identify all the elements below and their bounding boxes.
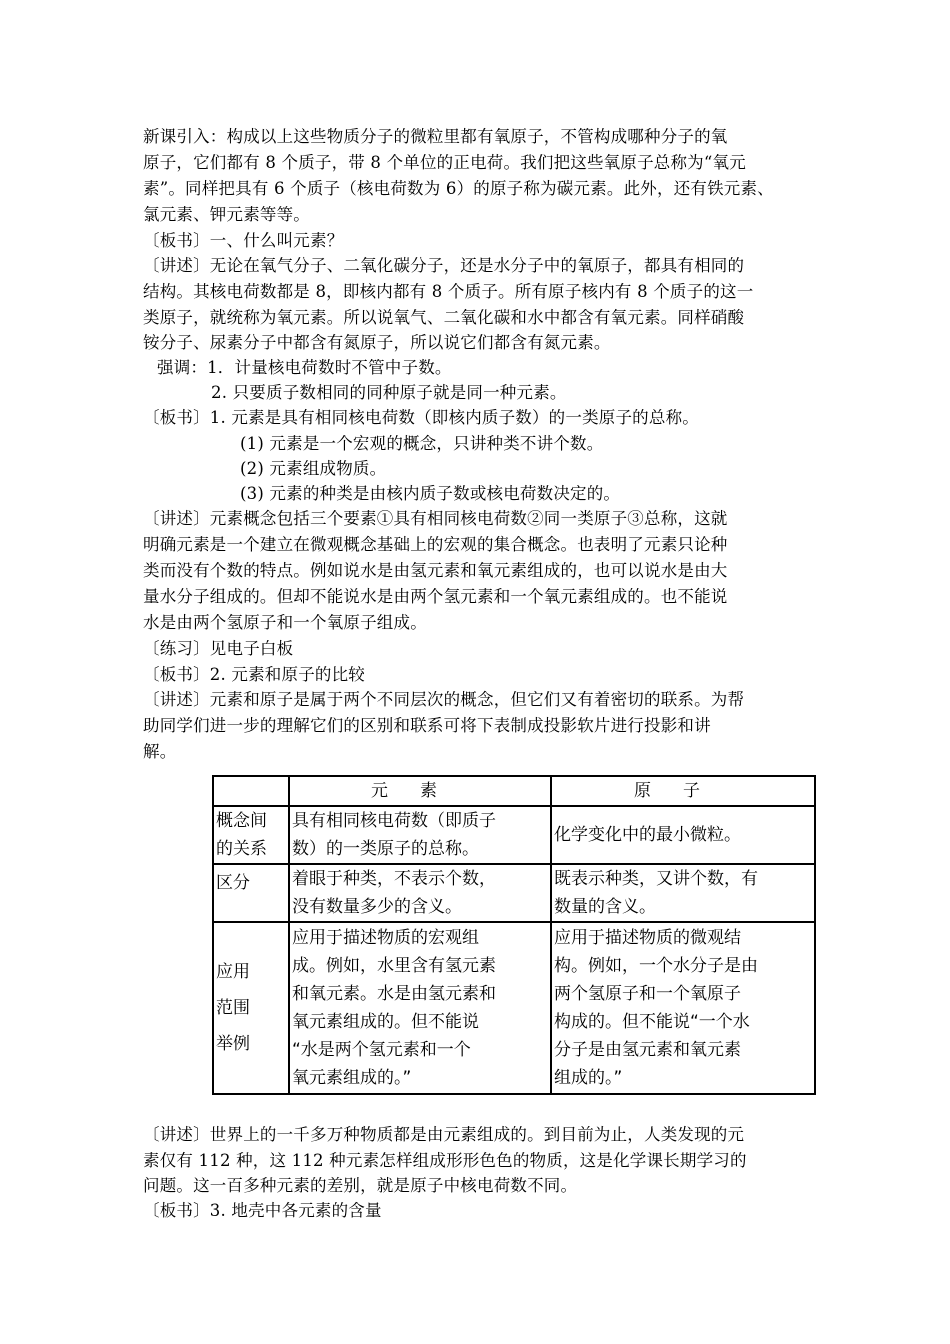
cell-line: 应用于描述物质的微观结 [554,928,741,948]
text-line: 助同学们进一步的理解它们的区别和联系可将下表制成投影软片进行投影和讲 [143,716,711,735]
element-cell [289,864,551,922]
text-line: 类原子，就统称为氧元素。所以说氧气、二氧化碳和水中都含有氧元素。同样硝酸 [143,308,745,327]
text-line: 〔讲述〕世界上的一千多万种物质都是由元素组成的。到目前为止，人类发现的元 [143,1125,745,1144]
cell-line: 和氧元素。水是由氢元素和 [292,984,496,1004]
row-label-line: 范围 [216,998,250,1018]
text-line: 铵分子、尿素分子中都含有氮原子，所以说它们都含有氮元素。 [143,333,611,352]
emphasis-line: 2. 只要质子数相同的同种原子就是同一种元素。 [211,383,567,402]
text-line: 问题。这一百多种元素的差别，就是原子中核电荷数不同。 [143,1176,578,1195]
atom-cell [551,922,815,1094]
emphasis-line: 强调：1．计量核电荷数时不管中子数。 [157,358,452,377]
text-line: 〔讲述〕无论在氧气分子、二氧化碳分子，还是水分子中的氧原子，都具有相同的 [143,256,745,275]
cell-line: “水是两个氢元素和一个 [292,1040,471,1060]
text-line: 氯元素、钾元素等等。 [143,205,310,224]
table-row [213,806,815,864]
cell-line: 应用于描述物质的宏观组 [292,928,479,948]
text-line: 〔讲述〕元素概念包括三个要素①具有相同核电荷数②同一类原子③总称，这就 [143,509,728,528]
text-line: 解。 [143,742,177,761]
cell-line: 没有数量多少的含义。 [292,897,462,917]
list-item: (2) 元素组成物质。 [240,459,387,478]
board-heading: 〔板书〕1. 元素是具有相同核电荷数（即核内质子数）的一类原子的总称。 [143,408,699,427]
board-heading: 〔板书〕3. 地壳中各元素的含量 [143,1201,382,1220]
text-line: 素”。同样把具有 6 个质子（核电荷数为 6）的原子称为碳元素。此外，还有铁元素、 [143,179,774,198]
comparison-table [212,775,816,1095]
cell-line: 构。例如，一个水分子是由 [554,956,758,976]
table-row [213,864,815,922]
text-line: 明确元素是一个建立在微观概念基础上的宏观的集合概念。也表明了元素只论种 [143,535,728,554]
cell-line: 着眼于种类，不表示个数， [292,869,496,889]
cell-line: 成。例如，水里含有氢元素 [292,956,496,976]
cell-line: 组成的。” [554,1068,623,1088]
row-label-line: 区分 [216,873,250,893]
text-line: 新课引入：构成以上这些物质分子的微粒里都有氧原子，不管构成哪种分子的氧 [143,127,728,146]
element-cell [289,922,551,1094]
text-line: 〔讲述〕元素和原子是属于两个不同层次的概念，但它们又有着密切的联系。为帮 [143,690,745,709]
board-heading: 〔板书〕一、什么叫元素？ [143,231,344,250]
cell-line: 构成的。但不能说“一个水 [554,1012,750,1032]
element-cell [289,806,551,864]
text-line: 结构。其核电荷数都是 8，即核内都有 8 个质子。所有原子核内有 8 个质子的这一 [143,282,754,301]
text-line: 素仅有 112 种，这 112 种元素怎样组成形形色色的物质，这是化学课长期学习的 [143,1151,747,1170]
header-cell-atom: 原子 [551,776,815,806]
text-line: 类而没有个数的特点。例如说水是由氢元素和氧元素组成的，也可以说水是由大 [143,561,728,580]
row-label-line: 举例 [216,1034,250,1054]
cell-line: 数量的含义。 [554,897,656,917]
atom-cell [551,806,815,864]
cell-line: 分子是由氢元素和氧元素 [554,1040,741,1060]
cell-line: 既表示种类，又讲个数，有 [554,869,758,889]
board-heading: 〔板书〕2. 元素和原子的比较 [143,665,365,684]
row-label-line: 应用 [216,962,250,982]
table-row [213,922,815,1094]
cell-line: 具有相同核电荷数（即质子 [292,811,496,831]
row-label-line: 概念间 [216,811,267,831]
header-cell-element: 元素 [289,776,551,806]
cell-line: 氧元素组成的。” [292,1068,412,1088]
list-item: (1) 元素是一个宏观的概念，只讲种类不讲个数。 [240,434,604,453]
text-line: 原子，它们都有 8 个质子，带 8 个单位的正电荷。我们把这些氧原子总称为“氧元 [143,153,746,172]
cell-line: 氧元素组成的。但不能说 [292,1012,479,1032]
row-label-cell [213,864,289,922]
header-cell-empty [213,776,289,806]
table-header-row [213,776,815,806]
cell-line: 两个氢原子和一个氧原子 [554,984,741,1004]
text-line: 水是由两个氢原子和一个氧原子组成。 [143,613,427,632]
row-label-cell [213,922,289,1094]
cell-line: 数）的一类原子的总称。 [292,839,479,859]
list-item: (3) 元素的种类是由核内质子数或核电荷数决定的。 [240,484,621,503]
text-line: 量水分子组成的。但却不能说水是由两个氢元素和一个氧元素组成的。也不能说 [143,587,728,606]
atom-cell [551,864,815,922]
cell-line: 化学变化中的最小微粒。 [554,825,741,845]
row-label-cell [213,806,289,864]
row-label-line: 的关系 [216,839,267,859]
exercise-heading: 〔练习〕见电子白板 [143,639,294,658]
